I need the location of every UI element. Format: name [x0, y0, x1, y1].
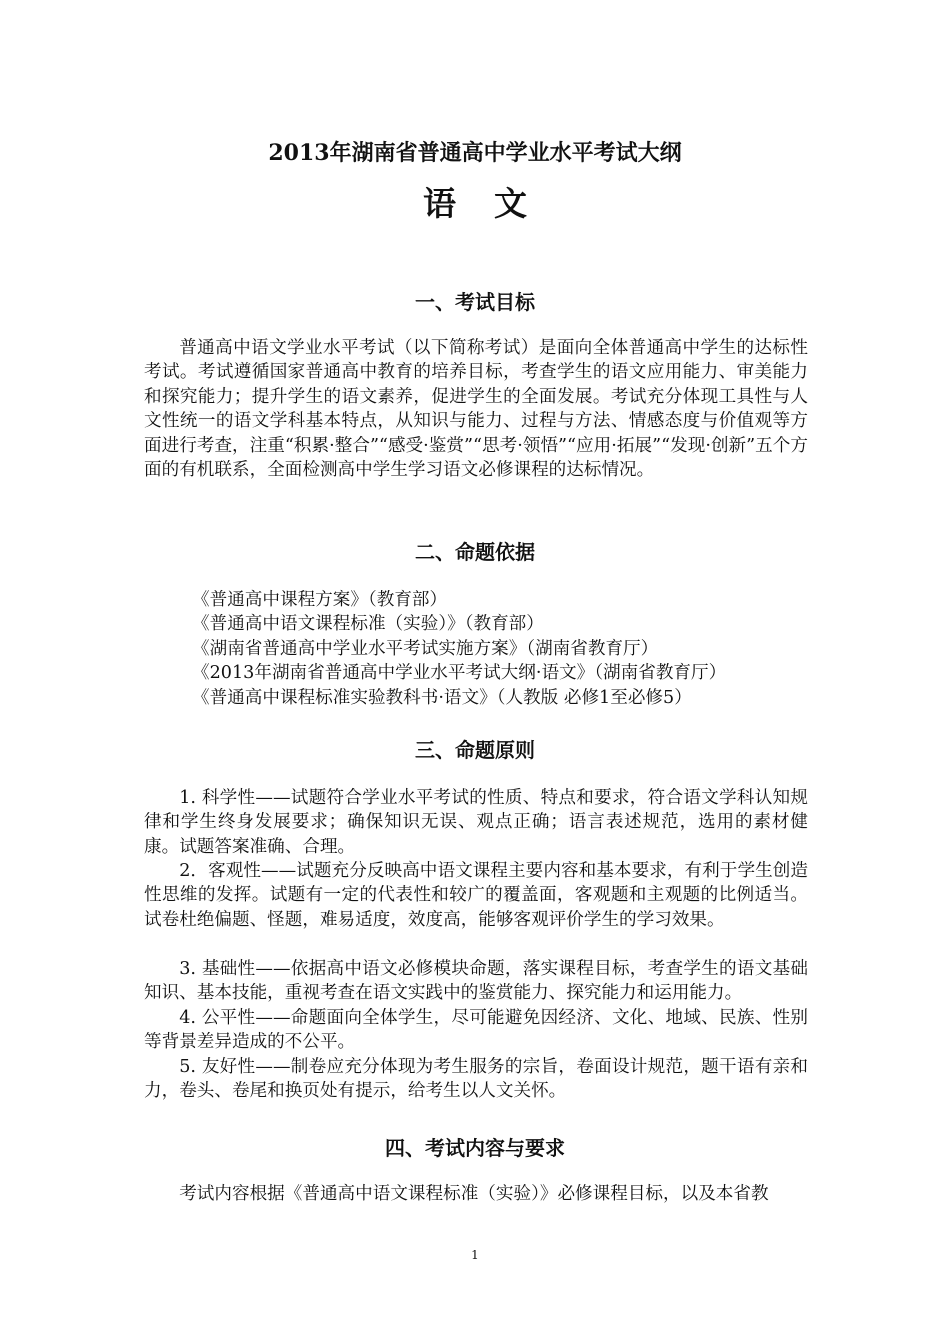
section-heading-basis: 二、命题依据: [415, 540, 535, 564]
section-paragraph-content: 考试内容根据《普通高中语文课程标准（实验）》必修课程目标，以及本省教: [179, 1184, 769, 1204]
principle-item: 2．客观性——试题充分反映高中语文课程主要内容和基本要求，有利于学生创造性思维的发挥。试题有一定的代表性和较广的覆盖面，客观题和主观题的比例适当。试卷杜绝偏题、怪题，难易适度，效度高，能够客观评价学生的学习效果。: [144, 861, 808, 930]
principle-item: 5. 友好性——制卷应充分体现为考生服务的宗旨，卷面设计规范，题干语有亲和力，卷头、卷尾和换页处有提示，给考生以人文关怀。: [144, 1057, 808, 1102]
principle-item: 3. 基础性——依据高中语文必修模块命题，落实课程目标，考查学生的语文基础知识、基本技能，重视考查在语文实践中的鉴赏能力、探究能力和运用能力。: [144, 959, 808, 1004]
page-number: 1: [471, 1248, 479, 1262]
section-paragraph-goals: 普通高中语文学业水平考试（以下简称考试）是面向全体普通高中学生的达标性考试。考试遵循国家普通高中教育的培养目标，考查学生的语文应用能力、审美能力和探究能力；提升学生的语文素养，促进学生的全面发展。考试充分体现工具性与人文性统一的语文学科基本特点，从知识与能力、过程与方法、情感态度与价值观等方面进行考查，注重“积累·整合”“感受·鉴赏”“思考·领悟”“应用·拓展”“发现·创新”五个方面的有机联系，全面检测高中学生学习语文必修课程的达标情况。: [144, 338, 808, 481]
principle-item: 4. 公平性——命题面向全体学生，尽可能避免因经济、文化、地域、民族、性别等背景差异造成的不公平。: [144, 1008, 808, 1053]
reference-item: 《普通高中语文课程标准（实验）》（教育部）: [192, 614, 544, 634]
reference-item: 《2013年湖南省普通高中学业水平考试大纲·语文》（湖南省教育厅）: [192, 663, 727, 683]
reference-item: 《普通高中课程方案》（教育部）: [192, 590, 448, 610]
reference-item: 《湖南省普通高中学业水平考试实施方案》（湖南省教育厅）: [192, 639, 659, 659]
principle-item: 1. 科学性——试题符合学业水平考试的性质、特点和要求，符合语文学科认知规律和学生终身发展要求；确保知识无误、观点正确；语言表述规范，选用的素材健康。试题答案准确、合理。: [144, 788, 808, 857]
document-title: 2013年湖南省普通高中学业水平考试大纲: [268, 140, 682, 166]
section-heading-content: 四、考试内容与要求: [385, 1136, 565, 1160]
section-heading-principles: 三、命题原则: [415, 738, 535, 762]
document-subject: 语文: [423, 184, 565, 223]
reference-item: 《普通高中课程标准实验教科书·语文》（人教版 必修1至必修5）: [192, 688, 692, 708]
section-heading-goals: 一、考试目标: [415, 290, 535, 314]
